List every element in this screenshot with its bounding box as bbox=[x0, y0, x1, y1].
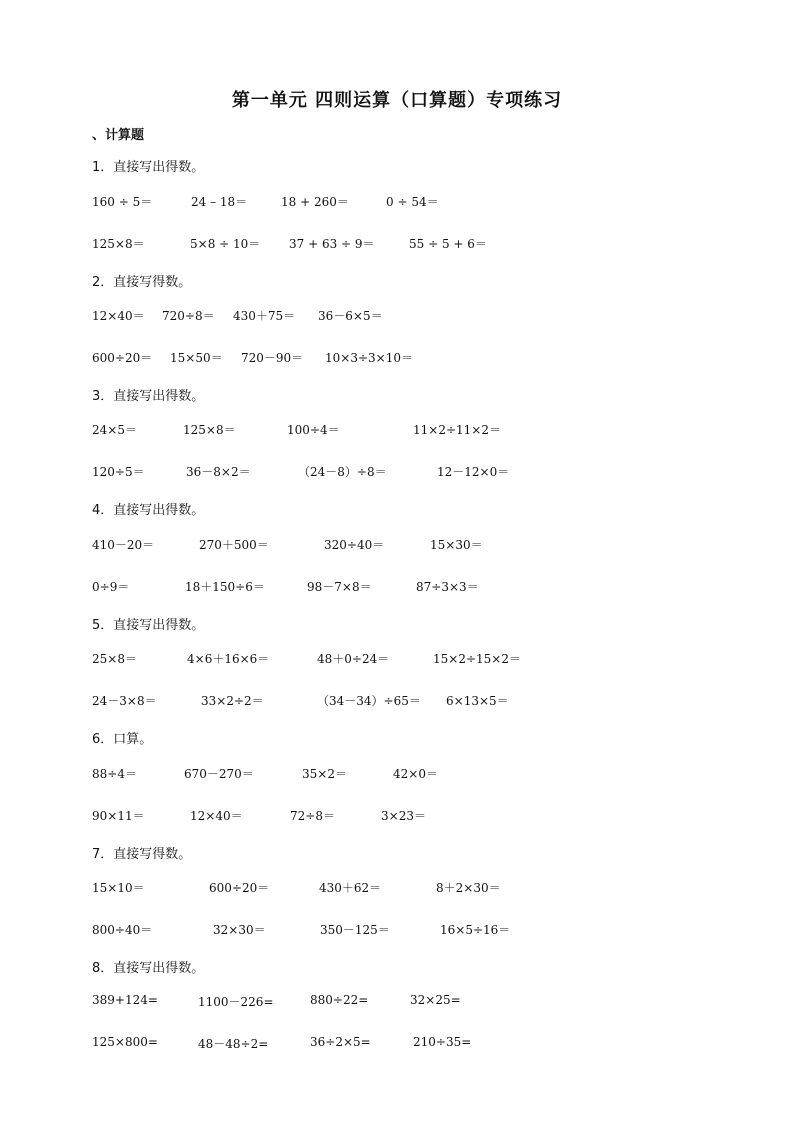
math-problem: 720÷8＝ bbox=[162, 309, 215, 323]
math-problem: 32×25= bbox=[410, 993, 461, 1007]
math-problem: 125×800= bbox=[92, 1035, 158, 1049]
math-problem: 0÷9＝ bbox=[92, 580, 130, 594]
problem-row bbox=[0, 921, 794, 941]
math-problem: 37 + 63 ÷ 9＝ bbox=[289, 237, 375, 251]
math-problem: （24－8）÷8＝ bbox=[298, 465, 387, 479]
problem-row bbox=[0, 692, 794, 712]
math-problem: 15×30＝ bbox=[430, 538, 483, 552]
math-problem: 36－6×5＝ bbox=[318, 309, 383, 323]
math-problem: 33×2÷2＝ bbox=[201, 694, 264, 708]
question-title: 8．直接写出得数。 bbox=[92, 961, 205, 976]
math-problem: 88÷4＝ bbox=[92, 767, 137, 781]
math-problem: 100÷4＝ bbox=[287, 423, 340, 437]
math-problem: 389+124= bbox=[92, 993, 158, 1007]
math-problem: 8＋2×30＝ bbox=[436, 881, 501, 895]
math-problem: 160 ÷ 5＝ bbox=[92, 195, 153, 209]
math-problem: 32×30＝ bbox=[213, 923, 266, 937]
problem-row bbox=[0, 421, 794, 441]
problem-row bbox=[0, 463, 794, 483]
problem-row bbox=[0, 879, 794, 899]
question-title: 7．直接写得数。 bbox=[92, 847, 192, 862]
problem-row bbox=[0, 536, 794, 556]
math-problem: 0 ÷ 54＝ bbox=[386, 195, 439, 209]
math-problem: 36－8×2＝ bbox=[186, 465, 251, 479]
question-title: 6．口算。 bbox=[92, 732, 153, 747]
math-problem: 125×8＝ bbox=[183, 423, 236, 437]
math-problem: 12－12×0＝ bbox=[437, 465, 510, 479]
math-problem: 10×3÷3×10＝ bbox=[325, 351, 413, 365]
math-problem: 25×8＝ bbox=[92, 652, 137, 666]
math-problem: 24×5＝ bbox=[92, 423, 137, 437]
problem-row bbox=[0, 235, 794, 255]
math-problem: 120÷5＝ bbox=[92, 465, 145, 479]
math-problem: 24 – 18＝ bbox=[191, 195, 248, 209]
question-title: 4．直接写出得数。 bbox=[92, 503, 205, 518]
math-problem: 15×10＝ bbox=[92, 881, 145, 895]
math-problem: 600÷20＝ bbox=[92, 351, 153, 365]
page-title: 第一单元 四则运算（口算题）专项练习 bbox=[231, 90, 563, 111]
math-problem: 55 ÷ 5 + 6＝ bbox=[409, 237, 487, 251]
math-problem: 720－90＝ bbox=[241, 351, 304, 365]
math-problem: 350－125＝ bbox=[320, 923, 390, 937]
math-problem: 18＋150÷6＝ bbox=[185, 580, 265, 594]
math-problem: 600÷20＝ bbox=[209, 881, 270, 895]
math-problem: 87÷3×3＝ bbox=[416, 580, 479, 594]
problem-row bbox=[0, 650, 794, 670]
math-problem: 270＋500＝ bbox=[199, 538, 269, 552]
math-problem: 18 + 260＝ bbox=[281, 195, 349, 209]
math-problem: 410－20＝ bbox=[92, 538, 155, 552]
section-heading: 、计算题 bbox=[92, 128, 145, 143]
math-problem: 4×6＋16×6＝ bbox=[187, 652, 270, 666]
question-title: 2．直接写得数。 bbox=[92, 275, 192, 290]
math-problem: 48－48÷2= bbox=[198, 1037, 269, 1051]
math-problem: 12×40＝ bbox=[92, 309, 145, 323]
math-problem: 15×50＝ bbox=[170, 351, 223, 365]
question-title: 1．直接写出得数。 bbox=[92, 160, 205, 175]
math-problem: 15×2÷15×2＝ bbox=[433, 652, 521, 666]
problem-row bbox=[0, 807, 794, 827]
math-problem: 42×0＝ bbox=[393, 767, 438, 781]
problem-row bbox=[0, 193, 794, 213]
question-title: 5．直接写出得数。 bbox=[92, 618, 205, 633]
problem-row bbox=[0, 578, 794, 598]
math-problem: 430＋75＝ bbox=[233, 309, 296, 323]
math-problem: 35×2＝ bbox=[302, 767, 347, 781]
math-problem: 3×23＝ bbox=[381, 809, 426, 823]
problem-row bbox=[0, 349, 794, 369]
math-problem: 880÷22= bbox=[310, 993, 369, 1007]
math-problem: 12×40＝ bbox=[190, 809, 243, 823]
math-problem: 36÷2×5= bbox=[310, 1035, 371, 1049]
question-title: 3．直接写出得数。 bbox=[92, 389, 205, 404]
problem-row bbox=[0, 993, 794, 1013]
math-problem: 125×8＝ bbox=[92, 237, 145, 251]
math-problem: 90×11＝ bbox=[92, 809, 145, 823]
math-problem: 98－7×8＝ bbox=[307, 580, 372, 594]
math-problem: 430＋62＝ bbox=[319, 881, 382, 895]
math-problem: 320÷40＝ bbox=[324, 538, 385, 552]
math-problem: 5×8 ÷ 10＝ bbox=[190, 237, 261, 251]
math-problem: 11×2÷11×2＝ bbox=[413, 423, 501, 437]
math-problem: 210÷35= bbox=[413, 1035, 472, 1049]
problem-row bbox=[0, 307, 794, 327]
math-problem: 48＋0÷24＝ bbox=[317, 652, 390, 666]
math-problem: 800÷40＝ bbox=[92, 923, 153, 937]
math-problem: 24－3×8＝ bbox=[92, 694, 157, 708]
math-problem: 6×13×5＝ bbox=[446, 694, 509, 708]
math-problem: 16×5÷16＝ bbox=[440, 923, 511, 937]
math-problem: 670－270＝ bbox=[184, 767, 254, 781]
math-problem: 1100－226= bbox=[198, 995, 274, 1009]
problem-row bbox=[0, 1035, 794, 1055]
math-problem: （34－34）÷65＝ bbox=[317, 694, 421, 708]
math-problem: 72÷8＝ bbox=[290, 809, 335, 823]
problem-row bbox=[0, 765, 794, 785]
